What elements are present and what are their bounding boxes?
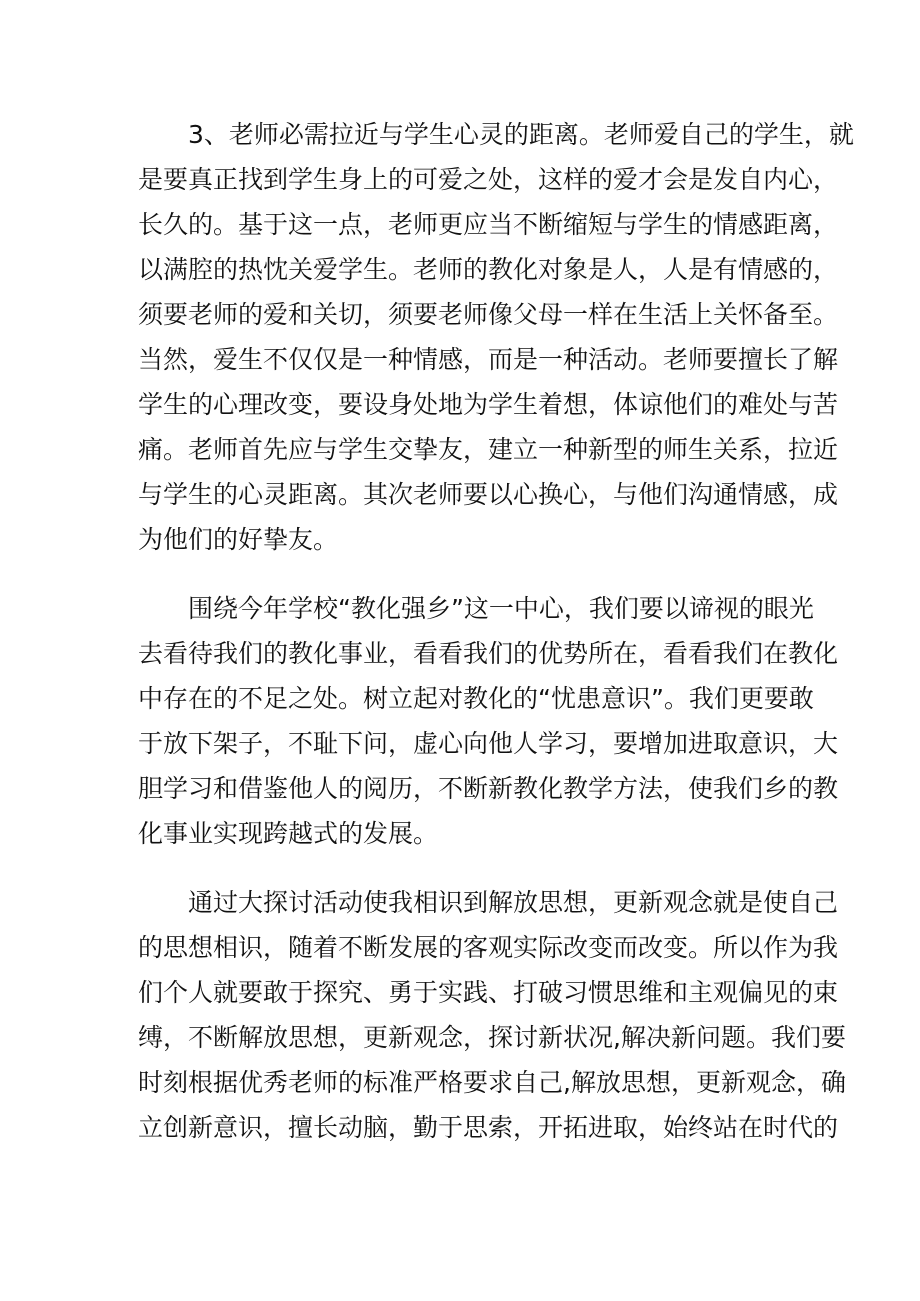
paragraph-line: 通过大探讨活动使我相识到解放思想，更新观念就是使自己	[188, 888, 839, 917]
paragraph-line: 长久的。基于这一点，老师更应当不断缩短与学生的情感距离，	[138, 210, 839, 239]
paragraph-line: 们个人就要敢于探究、勇于实践、打破习惯思维和主观偏见的束	[138, 978, 839, 1007]
paragraph-line: 的思想相识，随着不断发展的客观实际改变而改变。所以作为我	[138, 933, 839, 962]
paragraph-line: 须要老师的爱和关切，须要老师像父母一样在生活上关怀备至。	[138, 300, 839, 329]
paragraph-line: 当然，爱生不仅仅是一种情感，而是一种活动。老师要擅长了解	[138, 345, 839, 374]
paragraph-line: 痛。老师首先应与学生交挚友，建立一种新型的师生关系，拉近	[138, 435, 839, 464]
paragraph-2	[138, 586, 839, 856]
paragraph-line: 是要真正找到学生身上的可爱之处，这样的爱才会是发自内心，	[138, 165, 839, 194]
paragraph-line: 时刻根据优秀老师的标准严格要求自己,解放思想，更新观念，确	[138, 1068, 846, 1097]
paragraph-line: 为他们的好挚友。	[138, 525, 339, 554]
paragraph-line: 3、老师必需拉近与学生心灵的距离。老师爱自己的学生，就	[188, 120, 854, 149]
paragraph-line: 胆学习和借鉴他人的阅历，不断新教化教学方法，使我们乡的教	[138, 774, 839, 803]
paragraph-3	[138, 880, 846, 1150]
paragraph-line: 以满腔的热忱关爱学生。老师的教化对象是人，人是有情感的，	[138, 255, 839, 284]
paragraph-line: 围绕今年学校“教化强乡”这一中心，我们要以谛视的眼光	[188, 594, 814, 623]
paragraph-line: 学生的心理改变，要设身处地为学生着想，体谅他们的难处与苦	[138, 390, 839, 419]
paragraph-line: 缚，不断解放思想，更新观念，探讨新状况,解决新问题。我们要	[138, 1023, 846, 1052]
paragraph-line: 于放下架子，不耻下问，虚心向他人学习，要增加进取意识，大	[138, 729, 839, 758]
paragraph-line: 去看待我们的教化事业，看看我们的优势所在，看看我们在教化	[138, 639, 839, 668]
paragraph-line: 与学生的心灵距离。其次老师要以心换心，与他们沟通情感，成	[138, 480, 839, 509]
document-body	[138, 112, 854, 1150]
paragraph-1	[138, 112, 854, 562]
paragraph-line: 中存在的不足之处。树立起对教化的“忧患意识”。我们更要敢	[138, 684, 814, 713]
paragraph-line: 立创新意识，擅长动脑，勤于思索，开拓进取，始终站在时代的	[138, 1113, 839, 1142]
paragraph-line: 化事业实现跨越式的发展。	[138, 819, 439, 848]
